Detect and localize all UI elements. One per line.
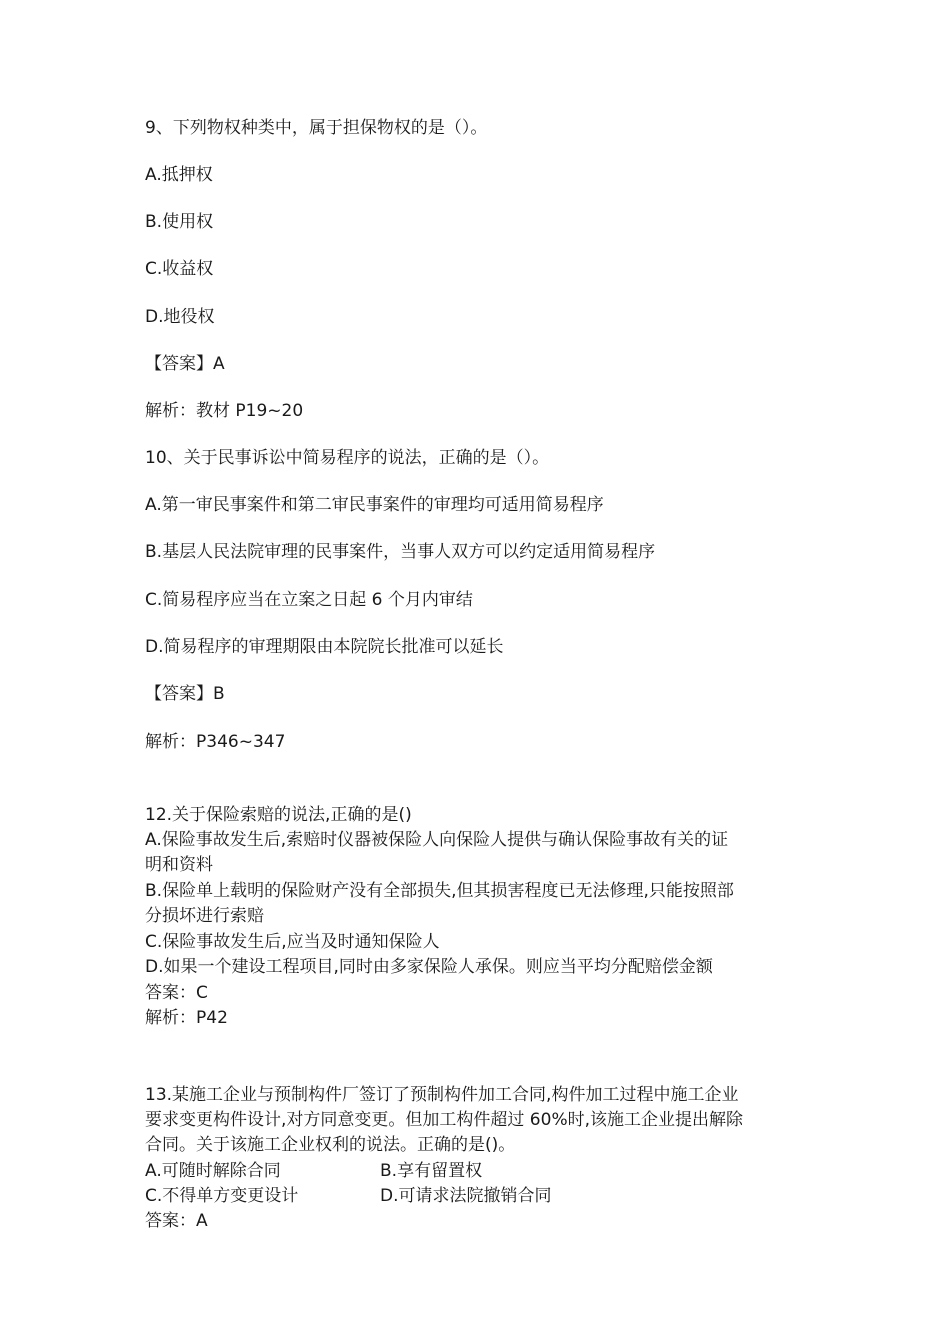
q13-stem-line: 13.某施工企业与预制构件厂签订了预制构件加工合同,构件加工过程中施工企业	[145, 1085, 739, 1105]
q9-stem: 9、下列物权种类中，属于担保物权的是（）。	[145, 118, 488, 138]
q13-option-d: D.可请求法院撤销合同	[380, 1186, 552, 1206]
q10-analysis: 解析：P346~347	[145, 732, 286, 752]
q9-analysis: 解析：教材 P19~20	[145, 401, 304, 421]
q10-answer: 【答案】B	[145, 684, 225, 704]
q12-line: 明和资料	[145, 855, 213, 875]
q12-answer: 答案：C	[145, 983, 208, 1003]
q12-line: D.如果一个建设工程项目,同时由多家保险人承保。则应当平均分配赔偿金额	[145, 957, 713, 977]
q9-option-d: D.地役权	[145, 307, 215, 327]
q10-option-a: A.第一审民事案件和第二审民事案件的审理均可适用简易程序	[145, 495, 604, 515]
q9-option-a: A.抵押权	[145, 165, 213, 185]
q10-stem: 10、关于民事诉讼中简易程序的说法，正确的是（）。	[145, 448, 550, 468]
q13-options-row-1	[145, 1159, 483, 1183]
q13-stem-line: 要求变更构件设计,对方同意变更。但加工构件超过 60%时,该施工企业提出解除	[145, 1110, 743, 1130]
q13-options-row-2	[145, 1184, 552, 1208]
q13-stem-line: 合同。关于该施工企业权利的说法。正确的是()。	[145, 1135, 516, 1155]
q13-answer: 答案：A	[145, 1211, 208, 1231]
q12-line: C.保险事故发生后,应当及时通知保险人	[145, 932, 440, 952]
q10-option-c: C.简易程序应当在立案之日起 6 个月内审结	[145, 590, 473, 610]
q12-analysis: 解析：P42	[145, 1008, 228, 1028]
q13-option-b: B.享有留置权	[380, 1161, 483, 1181]
q13-option-a: A.可随时解除合同	[145, 1161, 281, 1181]
q13-option-c: C.不得单方变更设计	[145, 1186, 299, 1206]
q12-stem: 12.关于保险索赔的说法,正确的是()	[145, 805, 412, 825]
q10-option-d: D.简易程序的审理期限由本院院长批准可以延长	[145, 637, 504, 657]
q9-option-b: B.使用权	[145, 212, 214, 232]
q10-option-b: B.基层人民法院审理的民事案件，当事人双方可以约定适用简易程序	[145, 542, 656, 562]
q12-line: A.保险事故发生后,索赔时仪器被保险人向保险人提供与确认保险事故有关的证	[145, 830, 729, 850]
q12-line: 分损坏进行索赔	[145, 906, 264, 926]
q12-line: B.保险单上载明的保险财产没有全部损失,但其损害程度已无法修理,只能按照部	[145, 881, 734, 901]
q9-answer: 【答案】A	[145, 354, 225, 374]
q9-option-c: C.收益权	[145, 259, 214, 279]
